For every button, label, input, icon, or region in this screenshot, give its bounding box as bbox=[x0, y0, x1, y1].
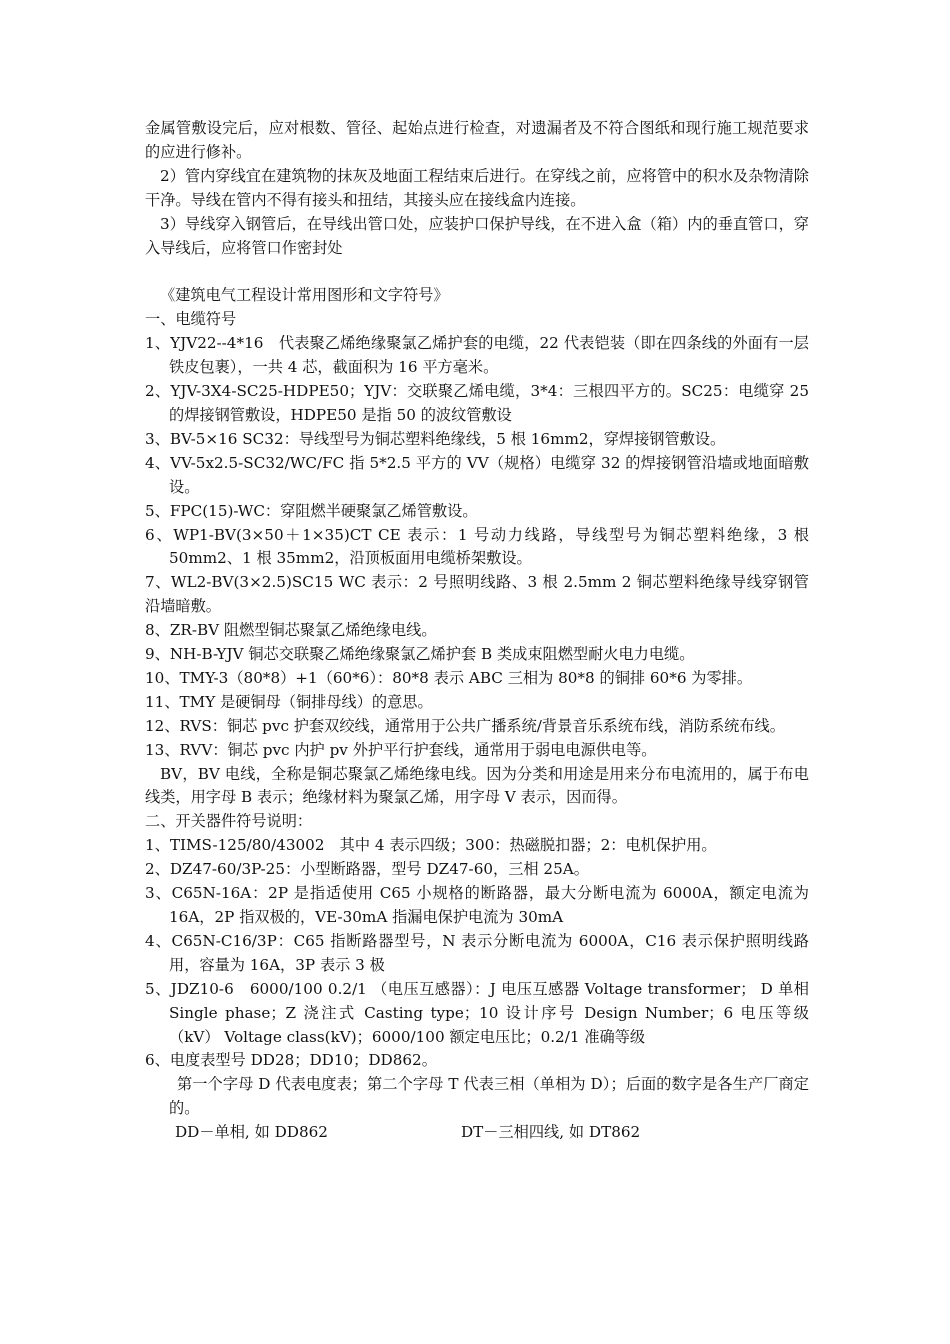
cable-item-12: 12、RVS：铜芯 pvc 护套双绞线，通常用于公共广播系统/背景音乐系统布线，消防系统布线。 bbox=[145, 716, 785, 735]
cable-item-10: 10、TMY-3（80*8）+1（60*6）：80*8 表示 ABC 三相为 80*8 的铜排 60*6 为零排。 bbox=[145, 668, 753, 687]
document-title: 《建筑电气工程设计常用图形和文字符号》 bbox=[160, 286, 449, 305]
switch-item-1: 1、TIMS-125/80/43002 其中 4 表示四级；300：热磁脱扣器；2：电机保护用。 bbox=[145, 836, 717, 855]
meter-types-row bbox=[145, 1121, 809, 1145]
cable-item-1: 1、YJV22--4*16 代表聚乙烯绝缘聚氯乙烯护套的电缆，22 代表铠装（即在四条线的外面有一层铁皮包裹），一共 4 芯，截面积为 16 平方毫米。 bbox=[145, 334, 809, 377]
cable-item-7: 7、WL2-BV(3×2.5)SC15 WC 表示：2 号照明线路、3 根 2.5mm 2 铜芯塑料绝缘导线穿钢管沿墙暗敷。 bbox=[145, 573, 809, 616]
section-2-heading: 二、开关器件符号说明： bbox=[145, 812, 313, 831]
meter-note: 第一个字母 D 代表电度表；第二个字母 T 代表三相（单相为 D）；后面的数字是各生产厂商定的。 bbox=[169, 1075, 809, 1118]
switch-item-6: 6、电度表型号 DD28；DD10；DD862。 bbox=[145, 1051, 437, 1070]
switch-item-5: 5、JDZ10-6 6000/100 0.2/1 （电压互感器）：J 电压互感器 Voltage transformer； D 单相 Single phase；Z 浇注式 Casting type；10 设计序号 Design Number；6 电压等级（kV） Voltage class(kV)；6000/100 额定电压比；0.2/1 准确等级 bbox=[145, 979, 809, 1046]
blank-line bbox=[145, 260, 809, 284]
cable-item-3: 3、BV-5×16 SC32：导线型号为铜芯塑料绝缘线，5 根 16mm2，穿焊接钢管敷设。 bbox=[145, 429, 726, 448]
section-1-heading: 一、电缆符号 bbox=[145, 310, 237, 329]
switch-item-2: 2、DZ47-60/3P-25：小型断路器，型号 DZ47-60，三相 25A。 bbox=[145, 860, 589, 879]
cable-item-11: 11、TMY 是硬铜母（铜排母线）的意思。 bbox=[145, 692, 433, 711]
cable-item-9: 9、NH-B-YJV 铜芯交联聚乙烯绝缘聚氯乙烯护套 B 类成束阻燃型耐火电力电缆。 bbox=[145, 645, 695, 664]
cable-item-4: 4、VV-5x2.5-SC32/WC/FC 指 5*2.5 平方的 VV（规格）电缆穿 32 的焊接钢管沿墙或地面暗敷设。 bbox=[145, 453, 809, 496]
cable-item-2: 2、YJV-3X4-SC25-HDPE50；YJV：交联聚乙烯电缆，3*4：三根四平方的。SC25：电缆穿 25 的焊接钢管敷设，HDPE50 是指 50 的波纹管敷设 bbox=[145, 382, 809, 424]
meter-type-single-phase: DD－单相, 如 DD862 bbox=[175, 1123, 328, 1142]
cable-item-8: 8、ZR-BV 阻燃型铜芯聚氯乙烯绝缘电线。 bbox=[145, 621, 437, 640]
switch-item-3: 3、C65N-16A：2P 是指适使用 C65 小规格的断路器，最大分断电流为 6000A，额定电流为 16A，2P 指双极的，VE-30mA 指漏电保护电流为 30mA bbox=[145, 884, 809, 926]
intro-paragraph-3: 3）导线穿入钢管后，在导线出管口处，应装护口保护导线，在不进入盒（箱）内的垂直管口，穿入导线后，应将管口作密封处 bbox=[145, 214, 809, 257]
intro-paragraph-1: 金属管敷设完后，应对根数、管径、起始点进行检查，对遗漏者及不符合图纸和现行施工规范要求的应进行修补。 bbox=[145, 119, 809, 161]
meter-type-three-phase: DT－三相四线, 如 DT862 bbox=[461, 1123, 641, 1142]
document-body bbox=[145, 117, 809, 1145]
intro-paragraph-2: 2）管内穿线宜在建筑物的抹灰及地面工程结束后进行。在穿线之前，应将管中的积水及杂物清除干净。导线在管内不得有接头和扭结，其接头应在接线盒内连接。 bbox=[145, 166, 809, 209]
cable-item-5: 5、FPC(15)-WC：穿阻燃半硬聚氯乙烯管敷设。 bbox=[145, 501, 478, 520]
cable-item-6: 6、WP1-BV(3×50＋1×35)CT CE 表示：1 号动力线路，导线型号为铜芯塑料绝缘，3 根 50mm2、1 根 35mm2，沿顶板面用电缆桥架敷设。 bbox=[145, 525, 809, 568]
cable-item-13: 13、RVV：铜芯 pvc 内护 pv 外护平行护套线，通常用于弱电电源供电等。 bbox=[145, 740, 657, 759]
bv-note: BV，BV 电线，全称是铜芯聚氯乙烯绝缘电线。因为分类和用途是用来分布电流用的，属于布电线类，用字母 B 表示；绝缘材料为聚氯乙烯，用字母 V 表示，因而得。 bbox=[145, 764, 809, 807]
switch-item-4: 4、C65N-C16/3P：C65 指断路器型号，N 表示分断电流为 6000A，C16 表示保护照明线路用，容量为 16A，3P 表示 3 极 bbox=[145, 931, 809, 974]
